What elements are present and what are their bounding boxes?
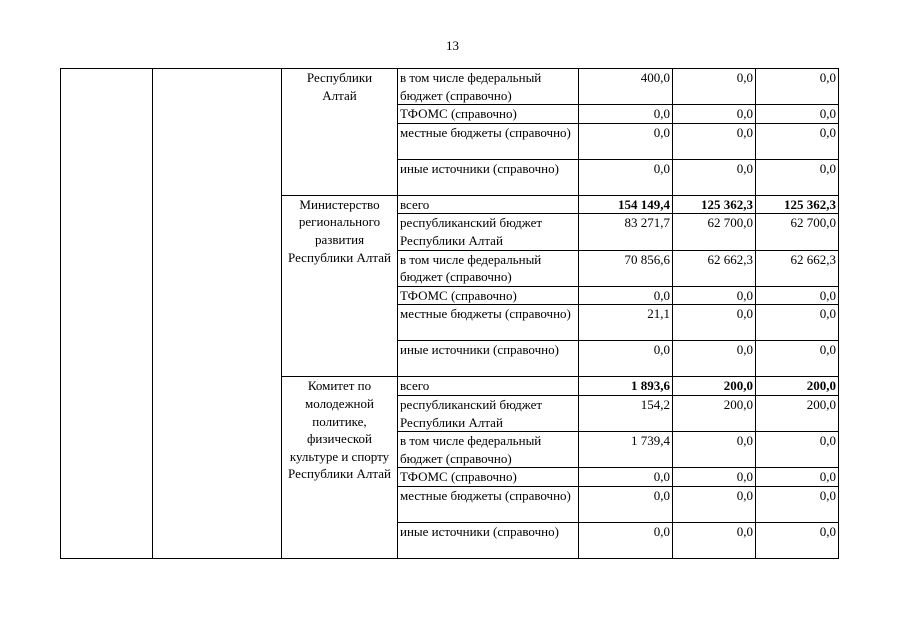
- amount-year-1: 154,2: [579, 395, 673, 431]
- funding-source: иные источники (справочно): [398, 159, 579, 195]
- amount-year-2: 200,0: [673, 395, 756, 431]
- amount-year-3: 62 700,0: [756, 214, 839, 250]
- funding-source: местные бюджеты (справочно): [398, 123, 579, 159]
- funding-source: всего: [398, 377, 579, 396]
- amount-year-3: 125 362,3: [756, 195, 839, 214]
- table-row: [61, 69, 839, 105]
- amount-year-3: 200,0: [756, 377, 839, 396]
- amount-year-1: 0,0: [579, 123, 673, 159]
- amount-year-3: 0,0: [756, 69, 839, 105]
- amount-year-1: 400,0: [579, 69, 673, 105]
- amount-year-2: 62 662,3: [673, 250, 756, 286]
- organization-name: Комитет по молодежной политике, физической культуре и спорту Республики Алтай: [282, 377, 398, 559]
- amount-year-1: 70 856,6: [579, 250, 673, 286]
- amount-year-3: 0,0: [756, 105, 839, 124]
- amount-year-3: 0,0: [756, 123, 839, 159]
- amount-year-2: 0,0: [673, 486, 756, 522]
- amount-year-2: 0,0: [673, 522, 756, 558]
- col1-empty-cell: [61, 69, 153, 559]
- amount-year-2: 0,0: [673, 123, 756, 159]
- amount-year-3: 0,0: [756, 522, 839, 558]
- amount-year-3: 0,0: [756, 468, 839, 487]
- funding-source: местные бюджеты (справочно): [398, 305, 579, 341]
- amount-year-1: 1 893,6: [579, 377, 673, 396]
- amount-year-2: 0,0: [673, 105, 756, 124]
- amount-year-1: 1 739,4: [579, 432, 673, 468]
- amount-year-3: 0,0: [756, 432, 839, 468]
- amount-year-2: 0,0: [673, 305, 756, 341]
- col2-empty-cell: [153, 69, 282, 559]
- amount-year-2: 0,0: [673, 432, 756, 468]
- amount-year-3: 0,0: [756, 286, 839, 305]
- funding-source: всего: [398, 195, 579, 214]
- page-number: 13: [446, 38, 459, 53]
- funding-source: в том числе федеральный бюджет (справочно): [398, 432, 579, 468]
- amount-year-2: 0,0: [673, 159, 756, 195]
- amount-year-3: 0,0: [756, 305, 839, 341]
- funding-source: ТФОМС (справочно): [398, 286, 579, 305]
- amount-year-2: 0,0: [673, 69, 756, 105]
- funding-source: иные источники (справочно): [398, 522, 579, 558]
- amount-year-1: 0,0: [579, 341, 673, 377]
- amount-year-3: 0,0: [756, 341, 839, 377]
- amount-year-2: 200,0: [673, 377, 756, 396]
- amount-year-1: 0,0: [579, 486, 673, 522]
- amount-year-1: 0,0: [579, 105, 673, 124]
- amount-year-3: 0,0: [756, 486, 839, 522]
- amount-year-1: 83 271,7: [579, 214, 673, 250]
- funding-source: республиканский бюджет Республики Алтай: [398, 395, 579, 431]
- amount-year-3: 0,0: [756, 159, 839, 195]
- funding-source: республиканский бюджет Республики Алтай: [398, 214, 579, 250]
- funding-source: в том числе федеральный бюджет (справочно): [398, 250, 579, 286]
- amount-year-1: 154 149,4: [579, 195, 673, 214]
- amount-year-2: 0,0: [673, 286, 756, 305]
- funding-source: в том числе федеральный бюджет (справочно): [398, 69, 579, 105]
- budget-table-body: [61, 69, 839, 559]
- amount-year-1: 0,0: [579, 468, 673, 487]
- amount-year-2: 62 700,0: [673, 214, 756, 250]
- budget-table: [60, 68, 839, 559]
- amount-year-2: 0,0: [673, 341, 756, 377]
- organization-name: Министерство регионального развития Республики Алтай: [282, 195, 398, 377]
- amount-year-2: 0,0: [673, 468, 756, 487]
- amount-year-1: 0,0: [579, 159, 673, 195]
- funding-source: иные источники (справочно): [398, 341, 579, 377]
- funding-source: местные бюджеты (справочно): [398, 486, 579, 522]
- funding-source: ТФОМС (справочно): [398, 105, 579, 124]
- amount-year-3: 200,0: [756, 395, 839, 431]
- amount-year-3: 62 662,3: [756, 250, 839, 286]
- amount-year-1: 0,0: [579, 522, 673, 558]
- organization-name: Республики Алтай: [282, 69, 398, 196]
- amount-year-1: 21,1: [579, 305, 673, 341]
- amount-year-1: 0,0: [579, 286, 673, 305]
- amount-year-2: 125 362,3: [673, 195, 756, 214]
- funding-source: ТФОМС (справочно): [398, 468, 579, 487]
